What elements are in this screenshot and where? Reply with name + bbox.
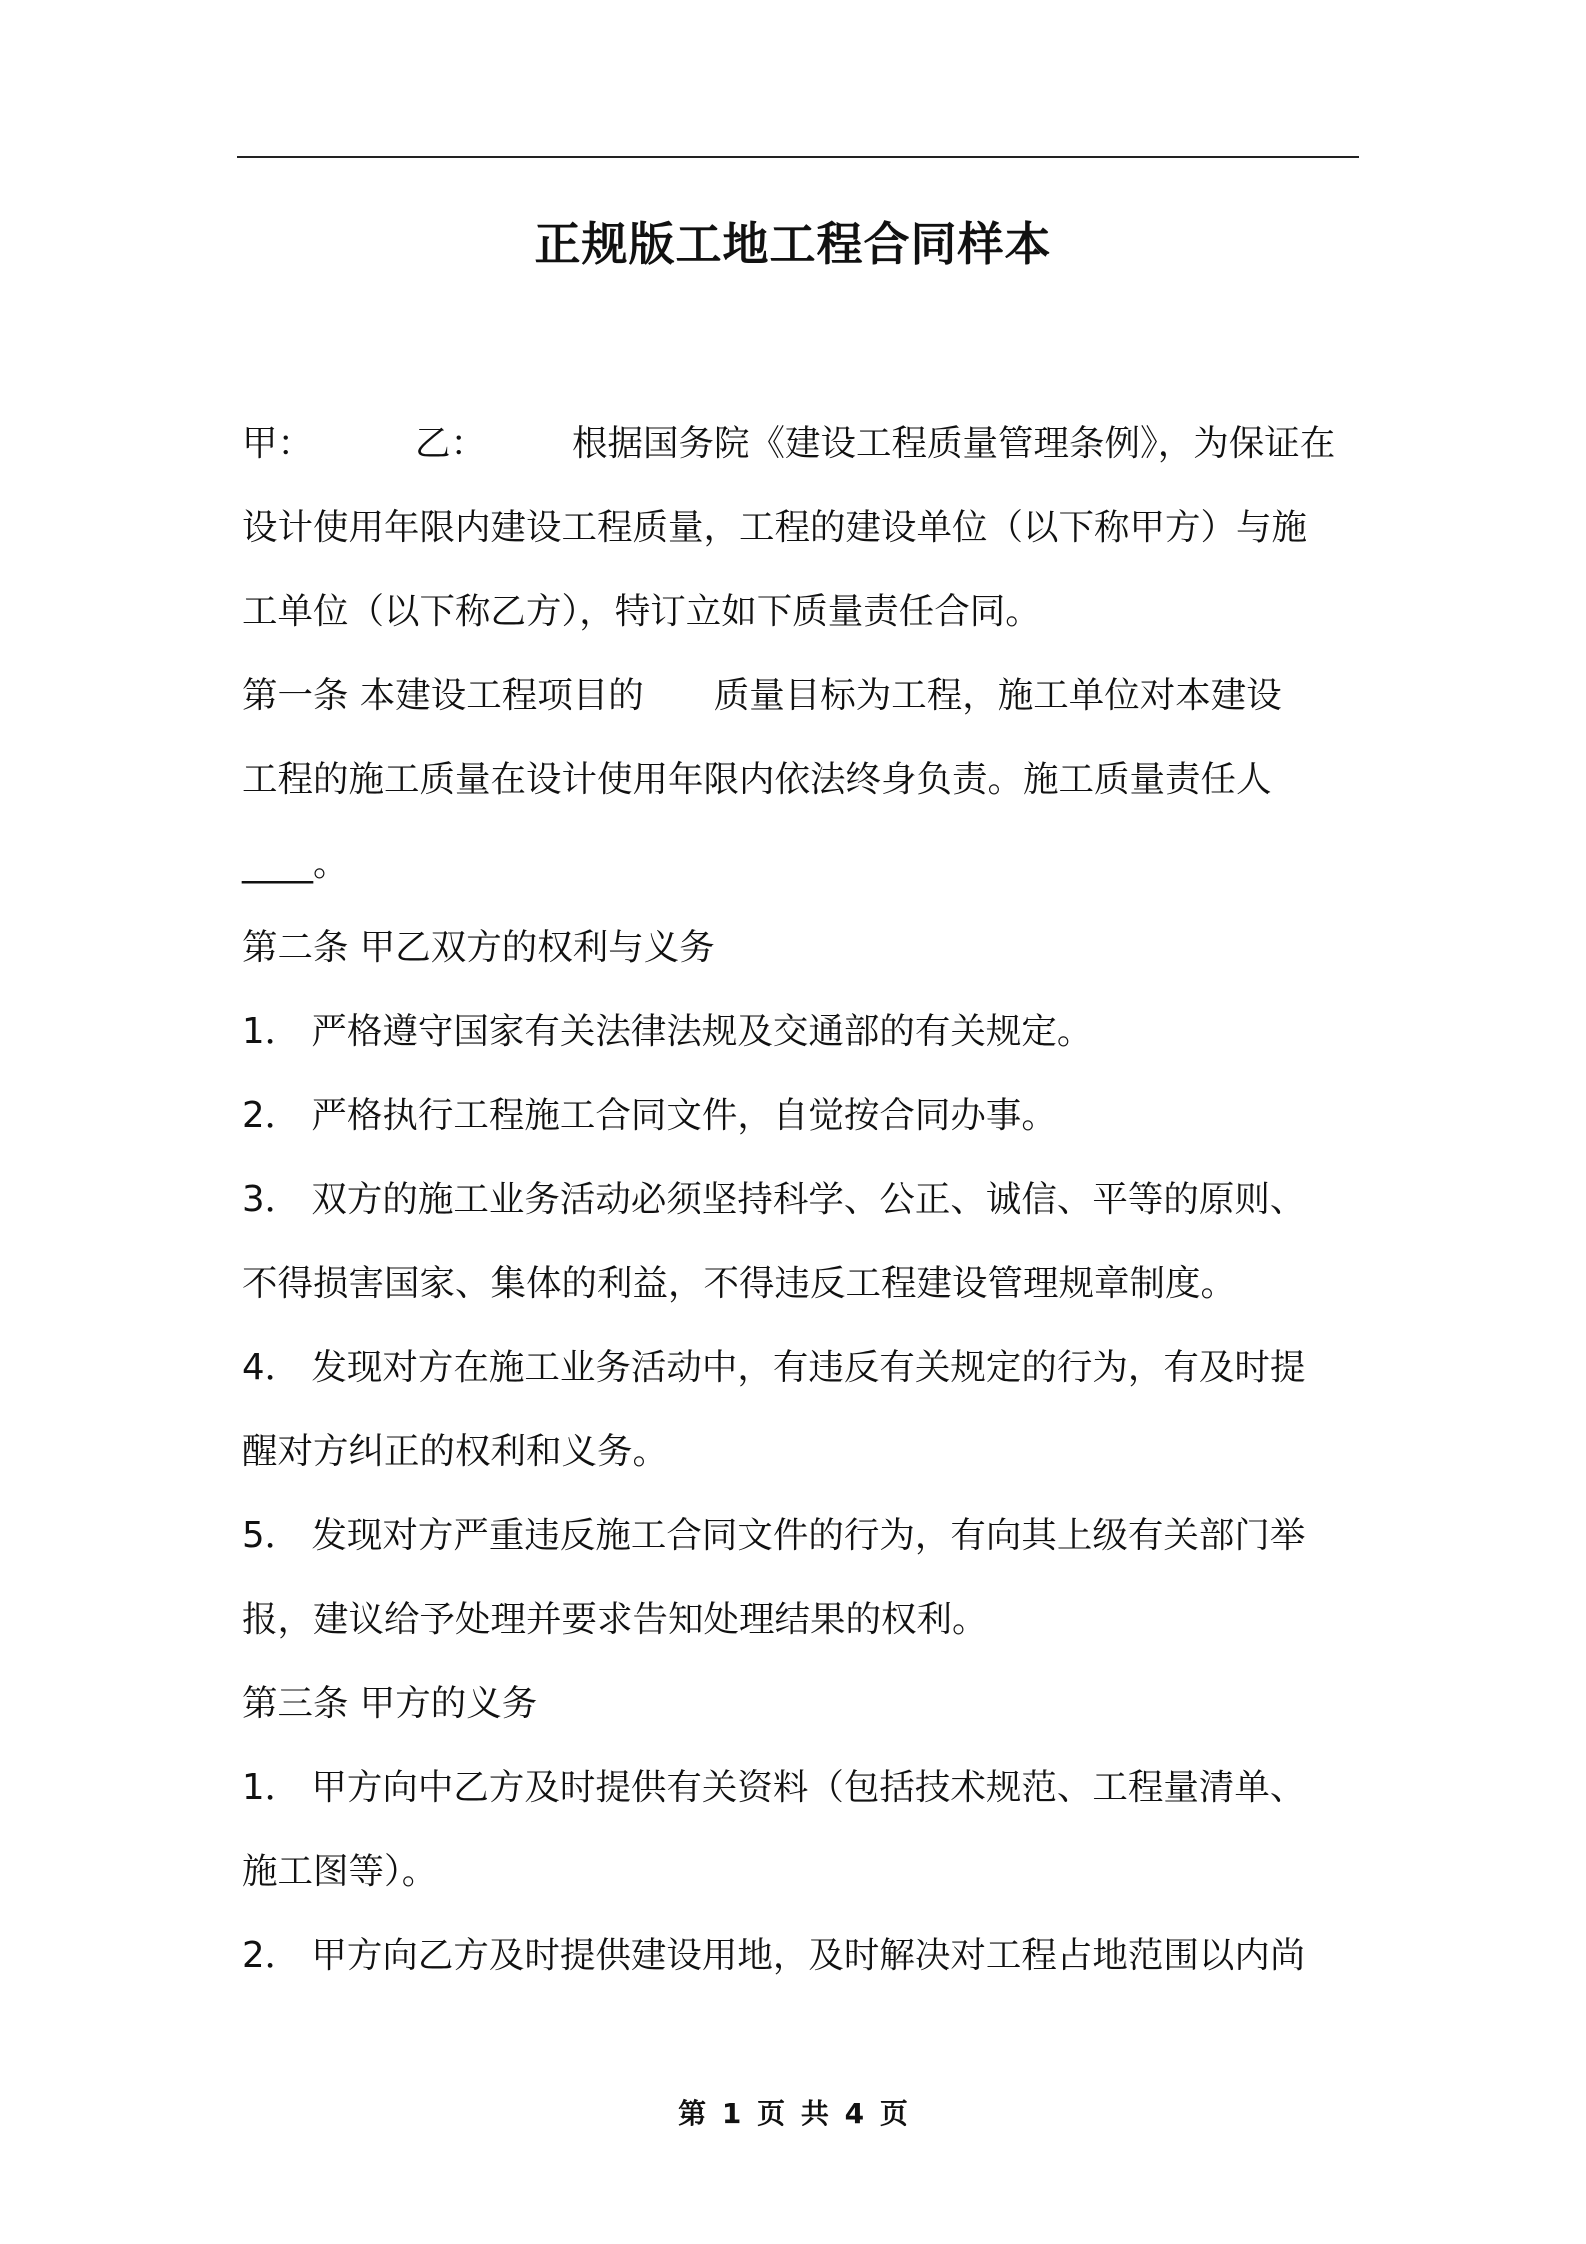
body-line-19: 2． 甲方向乙方及时提供建设用地，及时解决对工程占地范围以内尚 — [242, 1935, 1306, 1976]
party-a-label: 甲： — [242, 423, 314, 464]
body-line-15: 报，建议给予处理并要求告知处理结果的权利。 — [242, 1599, 988, 1640]
article-1-start: 第一条 本建设工程项目的 — [242, 675, 644, 716]
page-footer: 第 1 页 共 4 页 — [678, 2097, 908, 2130]
article-1-rest: 质量目标为工程，施工单位对本建设 — [713, 675, 1282, 716]
body-line-17: 1． 甲方向中乙方及时提供有关资料（包括技术规范、工程量清单、 — [242, 1767, 1306, 1808]
body-line-14: 5． 发现对方严重违反施工合同文件的行为，有向其上级有关部门举 — [242, 1515, 1306, 1556]
body-line-16: 第三条 甲方的义务 — [242, 1683, 538, 1724]
body-line-18: 施工图等）。 — [242, 1851, 438, 1892]
document-title: 正规版工地工程合同样本 — [534, 217, 1052, 271]
body-line-7: 第二条 甲乙双方的权利与义务 — [242, 927, 715, 968]
preamble-text: 根据国务院《建设工程质量管理条例》，为保证在 — [572, 423, 1336, 464]
body-line-5: 工程的施工质量在设计使用年限内依法终身负责。施工质量责任人 — [242, 759, 1272, 800]
body-line-9: 2． 严格执行工程施工合同文件，自觉按合同办事。 — [242, 1095, 1057, 1136]
body-line-1 — [242, 402, 1360, 486]
body-line-8: 1． 严格遵守国家有关法律法规及交通部的有关规定。 — [242, 1011, 1093, 1052]
body-line-12: 4． 发现对方在施工业务活动中，有违反有关规定的行为，有及时提 — [242, 1347, 1306, 1388]
body-line-3: 工单位（以下称乙方），特订立如下质量责任合同。 — [242, 591, 1041, 632]
header-rule — [237, 156, 1359, 158]
body-line-6: ____。 — [242, 843, 349, 884]
body-line-2: 设计使用年限内建设工程质量，工程的建设单位（以下称甲方）与施 — [242, 507, 1308, 548]
body-line-10: 3． 双方的施工业务活动必须坚持科学、公正、诚信、平等的原则、 — [242, 1179, 1306, 1220]
body-line-4 — [242, 654, 1360, 738]
document-body — [242, 402, 1360, 1998]
body-line-11: 不得损害国家、集体的利益，不得违反工程建设管理规章制度。 — [242, 1263, 1237, 1304]
body-line-13: 醒对方纠正的权利和义务。 — [242, 1431, 669, 1472]
party-b-label: 乙： — [415, 423, 487, 464]
